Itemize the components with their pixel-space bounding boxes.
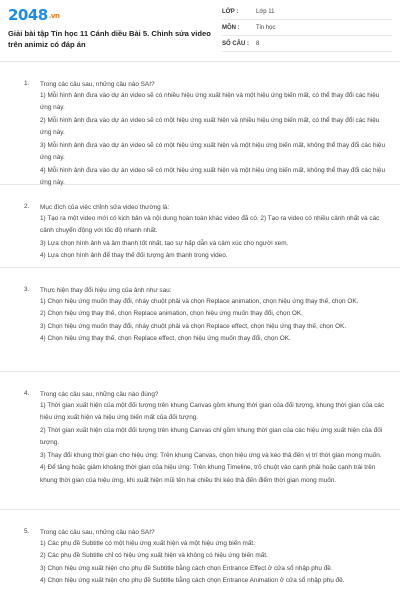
question-item <box>0 510 400 596</box>
meta-table <box>222 4 392 52</box>
question-number: 3. <box>24 286 30 293</box>
answer-option: 3) Chọn hiệu ứng xuất hiện cho phụ đề Subtitle bằng cách chọn Entrance Effect ở cửa sổ nhập phụ đề. <box>40 564 333 572</box>
answer-option: 4) Lựa chọn hình ảnh để thay thế đối tượng âm thanh trong video. <box>40 252 228 259</box>
question-number: 1. <box>24 80 30 87</box>
question-stem: Mục đích của việc chỉnh sửa video thường là: <box>40 204 170 211</box>
answer-option: 1) Mỗi hình ảnh đưa vào dự án video sẽ có nhiều hiệu ứng xuất hiện và một hiệu ứng biến mất, có thể thay đổi các hiệu ứng này. <box>40 91 380 111</box>
logo-text: 2048 <box>8 6 48 24</box>
answer-option: 2) Các phụ đề Subtitle chỉ có hiệu ứng xuất hiện và không có hiệu ứng biến mất. <box>40 552 268 559</box>
site-logo[interactable] <box>8 6 59 24</box>
answer-option: 3) Mỗi hình ảnh đưa vào dự án video sẽ có một hiệu ứng xuất hiện và một hiệu ứng biến mất, không thể thay đổi các hiệu ứng này. <box>40 141 386 161</box>
answer-option: 1) Chọn hiệu ứng muốn thay đổi, nháy chuột phải và chọn Replace animation, chọn hiệu ứng thay thế, chọn OK. <box>40 297 359 305</box>
question-item <box>0 372 400 510</box>
question-item <box>0 62 400 185</box>
answer-option: 4) Để tăng hoặc giảm khoảng thời gian của hiệu ứng: Trên khung Timeline, trỏ chuột vào cạnh phải hoặc cạnh trái trên khung thời gian của hiệu ứng, khi xuất hiện mũi tên hai chiều thì kéo thả đến điểm thời gian mong muốn. <box>40 464 376 484</box>
answer-option: 2) Thời gian xuất hiện của một đối tượng trên khung Canvas chỉ gồm khung thời gian của các hiệu ứng xuất hiện của đối tượng. <box>40 426 383 446</box>
logo-suffix: .vn <box>48 11 60 20</box>
answer-option: 4) Chọn hiệu ứng xuất hiện cho phụ đề Subtitle bằng cách chọn Entrance Animation ở cửa sổ nhập phụ đề. <box>40 577 345 584</box>
question-item <box>0 185 400 268</box>
meta-key: MÔN : <box>222 24 240 31</box>
question-number: 5. <box>24 528 30 535</box>
answer-option: 4) Mỗi hình ảnh đưa vào dự án video sẽ có một hiệu ứng xuất hiện và một hiệu ứng biến mất, không thể thay đổi các hiệu ứng này. <box>40 166 386 186</box>
answer-option: 1) Thời gian xuất hiện của một đối tượng trên khung Canvas gồm khung thời gian của đối tượng, khung thời gian của các hiệu ứng xuất hiện và hiệu ứng biến mất của đối tượng. <box>40 401 385 421</box>
answer-option: 1) Tạo ra một video mới có kịch bản và nội dung hoàn toàn khác video đã có. 2) Tạo ra video có nhiều cảnh nhất và các cảnh chuyển động với tốc độ nhanh nhất. <box>40 214 380 234</box>
meta-value: Lớp 11 <box>256 8 275 15</box>
question-stem: Trong các câu sau, những câu nào SAI? <box>40 529 155 536</box>
page-title: Giải bài tập Tin học 11 Cánh diều Bài 5. Chỉnh sửa video trên animiz có đáp án <box>8 29 211 49</box>
meta-key: LỚP : <box>222 8 239 15</box>
meta-row-class <box>222 4 392 20</box>
answer-option: 1) Các phụ đề Subtitle có một hiệu ứng xuất hiện và một hiệu ứng biến mất. <box>40 539 255 547</box>
meta-key: SỐ CÂU : <box>222 40 249 47</box>
question-number: 2. <box>24 203 30 210</box>
meta-value: Tin học <box>256 24 276 31</box>
meta-row-subject <box>222 20 392 36</box>
document-header <box>0 0 400 62</box>
answer-option: 2) Chọn hiệu ứng thay thế, chọn Replace animation, chọn hiệu ứng muốn thay đổi, chọn OK. <box>40 310 303 317</box>
question-item <box>0 268 400 372</box>
answer-option: 3) Lựa chọn hình ảnh và âm thanh tốt nhất, tạo sự hấp dẫn và cảm xúc cho người xem. <box>40 239 289 247</box>
meta-row-count <box>222 36 392 52</box>
answer-option: 4) Chọn hiệu ứng thay thế, chọn Replace effect, chọn hiệu ứng muốn thay đổi, chọn OK. <box>40 335 291 342</box>
meta-value: 8 <box>256 40 260 47</box>
question-stem: Trong các câu sau, những câu nào SAI? <box>40 81 155 88</box>
question-stem: Thực hiện thay đổi hiệu ứng của ảnh như sau: <box>40 287 172 294</box>
question-stem: Trong các câu sau, những câu nào đúng? <box>40 391 159 398</box>
answer-option: 3) Chọn hiệu ứng muốn thay đổi, nháy chuột phải và chọn Replace effect, chọn hiệu ứng thay thế, chọn OK. <box>40 322 347 330</box>
question-list <box>0 62 400 596</box>
question-number: 4. <box>24 390 30 397</box>
answer-option: 2) Mỗi hình ảnh đưa vào dự án video sẽ có một hiệu ứng xuất hiện và nhiều hiệu ứng biến mất, có thể thay đổi các hiệu ứng này. <box>40 116 380 136</box>
answer-option: 3) Thay đổi khung thời gian cho hiệu ứng: Trên khung Canvas, chọn hiệu ứng và kéo thả đến vị trí thời gian mong muốn. <box>40 451 382 459</box>
